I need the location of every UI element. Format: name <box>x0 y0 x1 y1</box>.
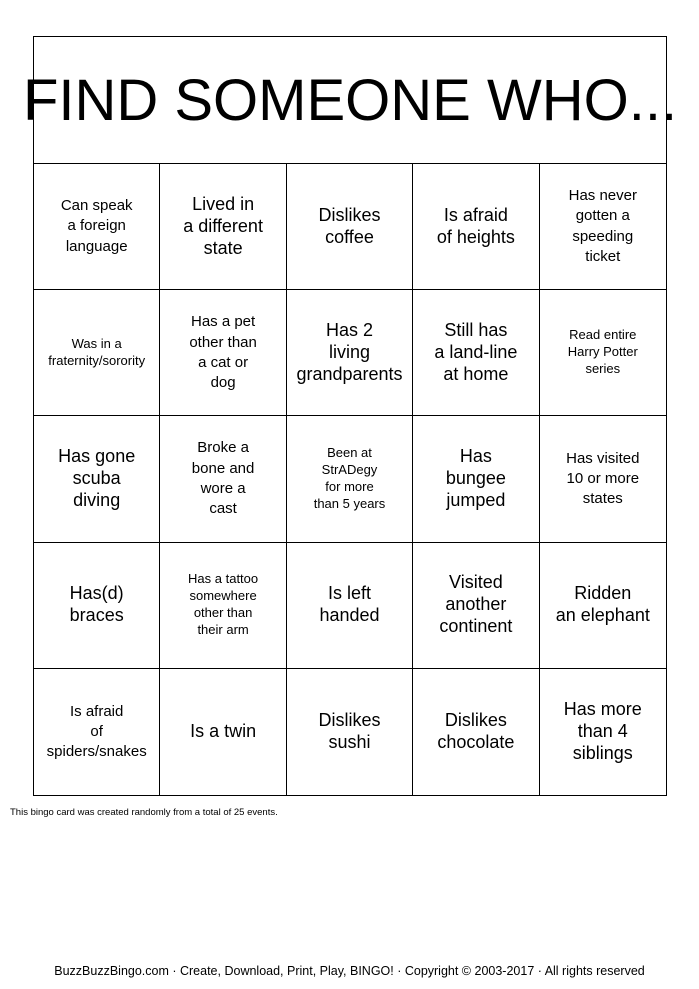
bingo-cell[interactable] <box>34 543 160 669</box>
cell-text: Was in a fraternity/sorority <box>48 335 146 368</box>
bingo-cell[interactable] <box>160 669 286 795</box>
cell-text: Broke a bone and wore a cast <box>191 439 255 518</box>
cell-text: Has 2 living grandparents <box>296 319 403 384</box>
cell-text: Is afraid of spiders/snakes <box>46 702 147 761</box>
cell-text: Is afraid of heights <box>436 204 515 247</box>
cell-text: Still has a land-line at home <box>434 319 518 384</box>
cell-text: Has visited 10 or more states <box>566 449 640 508</box>
bingo-cell[interactable] <box>287 416 413 542</box>
bingo-cell[interactable] <box>540 543 666 669</box>
cell-text: Has a pet other than a cat or dog <box>189 313 257 392</box>
bingo-cell[interactable] <box>34 669 160 795</box>
bingo-cell[interactable] <box>413 290 539 416</box>
bingo-cell[interactable] <box>540 669 666 795</box>
card-title: FIND SOMEONE WHO... <box>34 37 666 164</box>
bingo-cell[interactable] <box>413 416 539 542</box>
bingo-cell[interactable] <box>160 543 286 669</box>
cell-text: Has more than 4 siblings <box>563 698 642 763</box>
bingo-cell[interactable] <box>34 164 160 290</box>
cell-text: Read entire Harry Potter series <box>567 327 638 377</box>
bingo-cell[interactable] <box>34 416 160 542</box>
cell-text: Has a tattoo somewhere other than their arm <box>188 571 259 638</box>
bingo-cell[interactable] <box>287 669 413 795</box>
bingo-cell[interactable] <box>287 290 413 416</box>
cell-text: Dislikes sushi <box>318 709 381 752</box>
cell-text: Is a twin <box>190 720 257 741</box>
cell-text: Has gone scuba diving <box>58 446 136 510</box>
bingo-card <box>22 36 678 796</box>
bingo-cell[interactable] <box>287 543 413 669</box>
cell-text: Is left handed <box>319 583 380 626</box>
bingo-cell[interactable] <box>413 164 539 290</box>
bingo-cell[interactable] <box>540 164 666 290</box>
cell-text: Has(d) braces <box>69 583 124 626</box>
bingo-cell[interactable] <box>34 290 160 416</box>
bingo-cell[interactable] <box>287 164 413 290</box>
cell-text: Lived in a different state <box>183 193 263 258</box>
bingo-cell[interactable] <box>413 669 539 795</box>
card-note: This bingo card was created randomly from a total of 25 events. <box>10 807 278 818</box>
bingo-cell[interactable] <box>413 543 539 669</box>
bingo-cell[interactable] <box>540 416 666 542</box>
cell-text: Been at StrADegy for more than 5 years <box>313 445 386 511</box>
cell-text: Ridden an elephant <box>555 583 650 626</box>
bingo-cell[interactable] <box>540 290 666 416</box>
page-footer: BuzzBuzzBingo.com · Create, Download, Print, Play, BINGO! · Copyright © 2003-2017 · All rights reserved <box>54 964 645 978</box>
cell-text: Can speak a foreign language <box>60 197 133 255</box>
cell-text: Visited another continent <box>439 572 513 637</box>
cell-text: Dislikes chocolate <box>437 709 515 752</box>
cell-text: Has bungee jumped <box>445 446 506 510</box>
cell-text: Dislikes coffee <box>318 204 381 247</box>
bingo-cell[interactable] <box>160 416 286 542</box>
bingo-cell[interactable] <box>160 290 286 416</box>
cell-text: Has never gotten a speeding ticket <box>568 187 637 265</box>
bingo-cell[interactable] <box>160 164 286 290</box>
